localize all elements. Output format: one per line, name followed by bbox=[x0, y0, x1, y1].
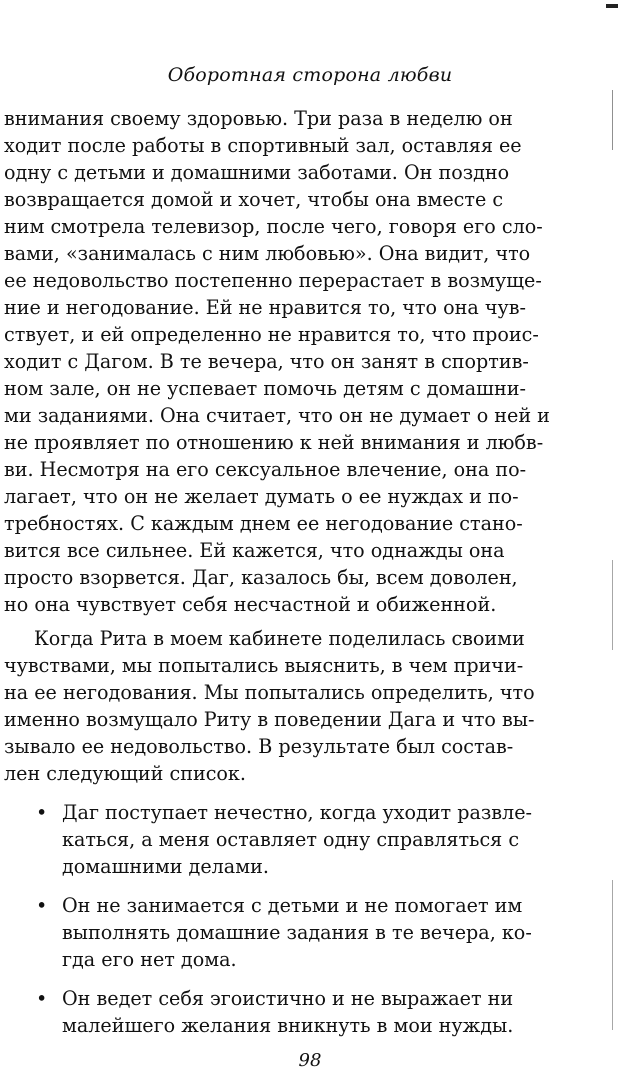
text-line: ствует, и ей определенно не нравится то, что проис- bbox=[4, 322, 539, 346]
text-line: но она чувствует себя несчастной и обиженной. bbox=[4, 592, 497, 616]
bullet-line: малейшего желания вникнуть в мои нужды. bbox=[62, 1014, 514, 1038]
text-line: ее недовольство постепенно перерастает в возмуще- bbox=[4, 268, 542, 292]
bullet-line: каться, а меня оставляет одну справляться с bbox=[62, 827, 520, 851]
text-line: просто взорвется. Даг, казалось бы, всем доволен, bbox=[4, 565, 518, 589]
scan-edge-line bbox=[612, 560, 613, 650]
bullet-line: Даг поступает нечестно, когда уходит развле- bbox=[62, 800, 532, 824]
text-line: лагает, что он не желает думать о ее нуждах и по- bbox=[4, 484, 519, 508]
text-line: зывало ее недовольство. В результате был состав- bbox=[4, 734, 514, 758]
bullet-line: гда его нет дома. bbox=[62, 947, 237, 971]
text-line: ним смотрела телевизор, после чего, говоря его сло- bbox=[4, 214, 543, 238]
scan-edge-line bbox=[612, 90, 613, 150]
scan-edge-mark bbox=[606, 4, 618, 8]
text-line: ном зале, он не успевает помочь детям с домашни- bbox=[4, 376, 526, 400]
bullet-marker: • bbox=[36, 893, 48, 917]
bullet-line: выполнять домашние задания в те вечера, ко- bbox=[62, 920, 532, 944]
text-line: ходит с Дагом. В те вечера, что он занят в спортив- bbox=[4, 349, 529, 373]
bullet-line: Он ведет себя эгоистично и не выражает ни bbox=[62, 987, 514, 1011]
text-line: ние и негодование. Ей не нравится то, что она чув- bbox=[4, 295, 526, 319]
text-line: не проявляет по отношению к ней внимания и любв- bbox=[4, 430, 544, 454]
page-number: 98 bbox=[298, 1050, 322, 1071]
text-line: именно возмущало Риту в поведении Дага и что вы- bbox=[4, 707, 535, 731]
scan-edge-line bbox=[612, 880, 613, 1030]
text-line: внимания своему здоровью. Три раза в неделю он bbox=[4, 107, 513, 130]
text-line: одну с детьми и домашними заботами. Он поздно bbox=[4, 160, 510, 184]
text-line: чувствами, мы попытались выяснить, в чем причи- bbox=[4, 653, 524, 677]
bullet-line: Он не занимается с детьми и не помогает им bbox=[62, 893, 523, 917]
text-line: Когда Рита в моем кабинете поделилась своими bbox=[34, 626, 525, 650]
text-line: ходит после работы в спортивный зал, оставляя ее bbox=[4, 133, 522, 157]
text-line: вится все сильнее. Ей кажется, что однажды она bbox=[4, 538, 505, 562]
bullet-marker: • bbox=[36, 800, 48, 824]
bullet-line: домашними делами. bbox=[62, 854, 269, 878]
text-line: требностях. С каждым днем ее негодование стано- bbox=[4, 511, 523, 535]
bullet-marker: • bbox=[36, 987, 48, 1011]
text-line: вами, «занималась с ним любовью». Она видит, что bbox=[4, 241, 531, 265]
text-line: на ее негодования. Мы попытались определить, что bbox=[4, 680, 535, 704]
text-line: возвращается домой и хочет, чтобы она вместе с bbox=[4, 187, 504, 211]
text-line: лен следующий список. bbox=[4, 761, 246, 785]
text-line: ви. Несмотря на его сексуальное влечение, она по- bbox=[4, 457, 527, 481]
text-line: ми заданиями. Она считает, что он не думает о ней и bbox=[4, 403, 550, 427]
running-header: Оборотная сторона любви bbox=[167, 64, 453, 86]
